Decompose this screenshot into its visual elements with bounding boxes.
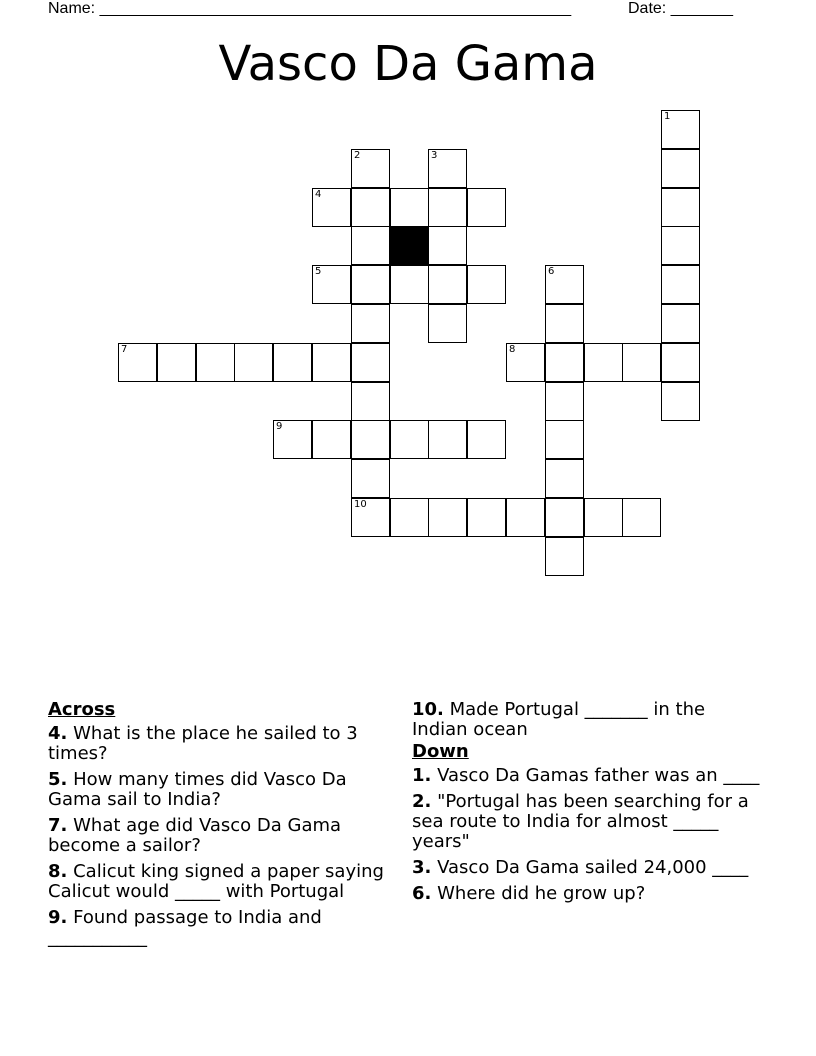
grid-cell[interactable] (312, 343, 351, 382)
clue-across-7 (48, 816, 388, 856)
grid-cell[interactable] (622, 343, 661, 382)
grid-cell[interactable] (390, 420, 429, 459)
clue-text: "Portugal has been searching for a sea route to India for almost _____ years" (412, 791, 749, 852)
grid-cell[interactable] (545, 265, 584, 304)
clue-across-5 (48, 770, 388, 810)
grid-cell[interactable] (467, 498, 506, 537)
page-title: Vasco Da Gama (218, 36, 598, 92)
clue-number: 9. (48, 907, 68, 928)
cell-number: 5 (315, 266, 322, 277)
clue-text: What age did Vasco Da Gama become a sailor? (48, 815, 342, 856)
grid-cell[interactable] (351, 498, 390, 537)
grid-cell[interactable] (428, 498, 467, 537)
grid-cell[interactable] (467, 420, 506, 459)
grid-cell[interactable] (312, 420, 351, 459)
grid-cell[interactable] (545, 304, 584, 343)
grid-cell[interactable] (661, 265, 700, 304)
clue-text: What is the place he sailed to 3 times? (48, 723, 358, 764)
cell-number: 3 (431, 150, 438, 161)
grid-cell[interactable] (351, 188, 390, 227)
clue-number: 4. (48, 723, 68, 744)
cell-number: 2 (354, 150, 361, 161)
clue-text: Vasco Da Gamas father was an ____ (437, 765, 760, 786)
grid-cell[interactable] (351, 226, 390, 265)
clue-text: Made Portugal _______ in the Indian ocean (412, 699, 706, 740)
grid-cell[interactable] (351, 265, 390, 304)
grid-cell[interactable] (196, 343, 235, 382)
clue-down-3 (412, 858, 762, 878)
grid-cell[interactable] (273, 343, 312, 382)
grid-cell[interactable] (351, 459, 390, 498)
across-heading: Across (48, 699, 116, 720)
clue-across-8 (48, 862, 388, 902)
name-field-label[interactable]: Name: _____________________________________________________ (48, 0, 572, 17)
grid-cell[interactable] (661, 343, 700, 382)
grid-cell[interactable] (545, 382, 584, 421)
clues-right-column (412, 700, 762, 910)
grid-cell[interactable] (273, 420, 312, 459)
clue-number: 1. (412, 765, 432, 786)
cell-number: 8 (509, 344, 516, 355)
grid-cell[interactable] (351, 304, 390, 343)
clue-text: Vasco Da Gama sailed 24,000 ____ (437, 857, 749, 878)
grid-cell[interactable] (312, 188, 351, 227)
clue-text: Calicut king signed a paper saying Calicut would _____ with Portugal (48, 861, 384, 902)
grid-cell[interactable] (661, 226, 700, 265)
grid-cell[interactable] (545, 498, 584, 537)
black-square (390, 226, 429, 265)
grid-cell[interactable] (661, 110, 700, 149)
clue-number: 6. (412, 883, 432, 904)
cell-number: 1 (664, 111, 671, 122)
clue-across-9 (48, 908, 388, 948)
grid-cell[interactable] (545, 537, 584, 576)
cell-number: 6 (548, 266, 555, 277)
clue-number: 2. (412, 791, 432, 812)
grid-cell[interactable] (390, 265, 429, 304)
grid-cell[interactable] (467, 265, 506, 304)
grid-cell[interactable] (661, 304, 700, 343)
clue-text: Where did he grow up? (437, 883, 646, 904)
grid-cell[interactable] (661, 149, 700, 188)
grid-cell[interactable] (467, 188, 506, 227)
grid-cell[interactable] (351, 343, 390, 382)
grid-cell[interactable] (390, 498, 429, 537)
grid-cell[interactable] (428, 420, 467, 459)
clue-down-6 (412, 884, 762, 904)
grid-cell[interactable] (118, 343, 157, 382)
cell-number: 7 (121, 344, 128, 355)
grid-cell[interactable] (584, 343, 623, 382)
grid-cell[interactable] (351, 382, 390, 421)
grid-cell[interactable] (545, 459, 584, 498)
grid-cell[interactable] (234, 343, 273, 382)
clue-number: 10. (412, 699, 444, 720)
grid-cell[interactable] (506, 498, 545, 537)
grid-cell[interactable] (428, 226, 467, 265)
clue-down-1 (412, 766, 762, 786)
clue-down-2 (412, 792, 762, 852)
grid-cell[interactable] (428, 149, 467, 188)
grid-cell[interactable] (312, 265, 351, 304)
cell-number: 4 (315, 189, 322, 200)
clue-across-10 (412, 700, 762, 740)
clue-number: 8. (48, 861, 68, 882)
clue-text: Found passage to India and ___________ (48, 907, 322, 948)
clue-text: How many times did Vasco Da Gama sail to India? (48, 769, 347, 810)
grid-cell[interactable] (157, 343, 196, 382)
grid-cell[interactable] (622, 498, 661, 537)
grid-cell[interactable] (351, 149, 390, 188)
down-heading: Down (412, 741, 469, 762)
grid-cell[interactable] (661, 382, 700, 421)
clue-number: 5. (48, 769, 68, 790)
grid-cell[interactable] (661, 188, 700, 227)
clue-number: 7. (48, 815, 68, 836)
date-field-label[interactable]: Date: _______ (628, 0, 733, 17)
grid-cell[interactable] (506, 343, 545, 382)
cell-number: 9 (276, 421, 283, 432)
grid-cell[interactable] (428, 265, 467, 304)
clue-across-4 (48, 724, 388, 764)
grid-cell[interactable] (545, 420, 584, 459)
clues-left-column (48, 700, 388, 954)
grid-cell[interactable] (584, 498, 623, 537)
cell-number: 10 (354, 499, 367, 510)
grid-cell[interactable] (351, 420, 390, 459)
grid-cell[interactable] (428, 188, 467, 227)
grid-cell[interactable] (390, 188, 429, 227)
grid-cell[interactable] (545, 343, 584, 382)
grid-cell[interactable] (428, 304, 467, 343)
clue-number: 3. (412, 857, 432, 878)
